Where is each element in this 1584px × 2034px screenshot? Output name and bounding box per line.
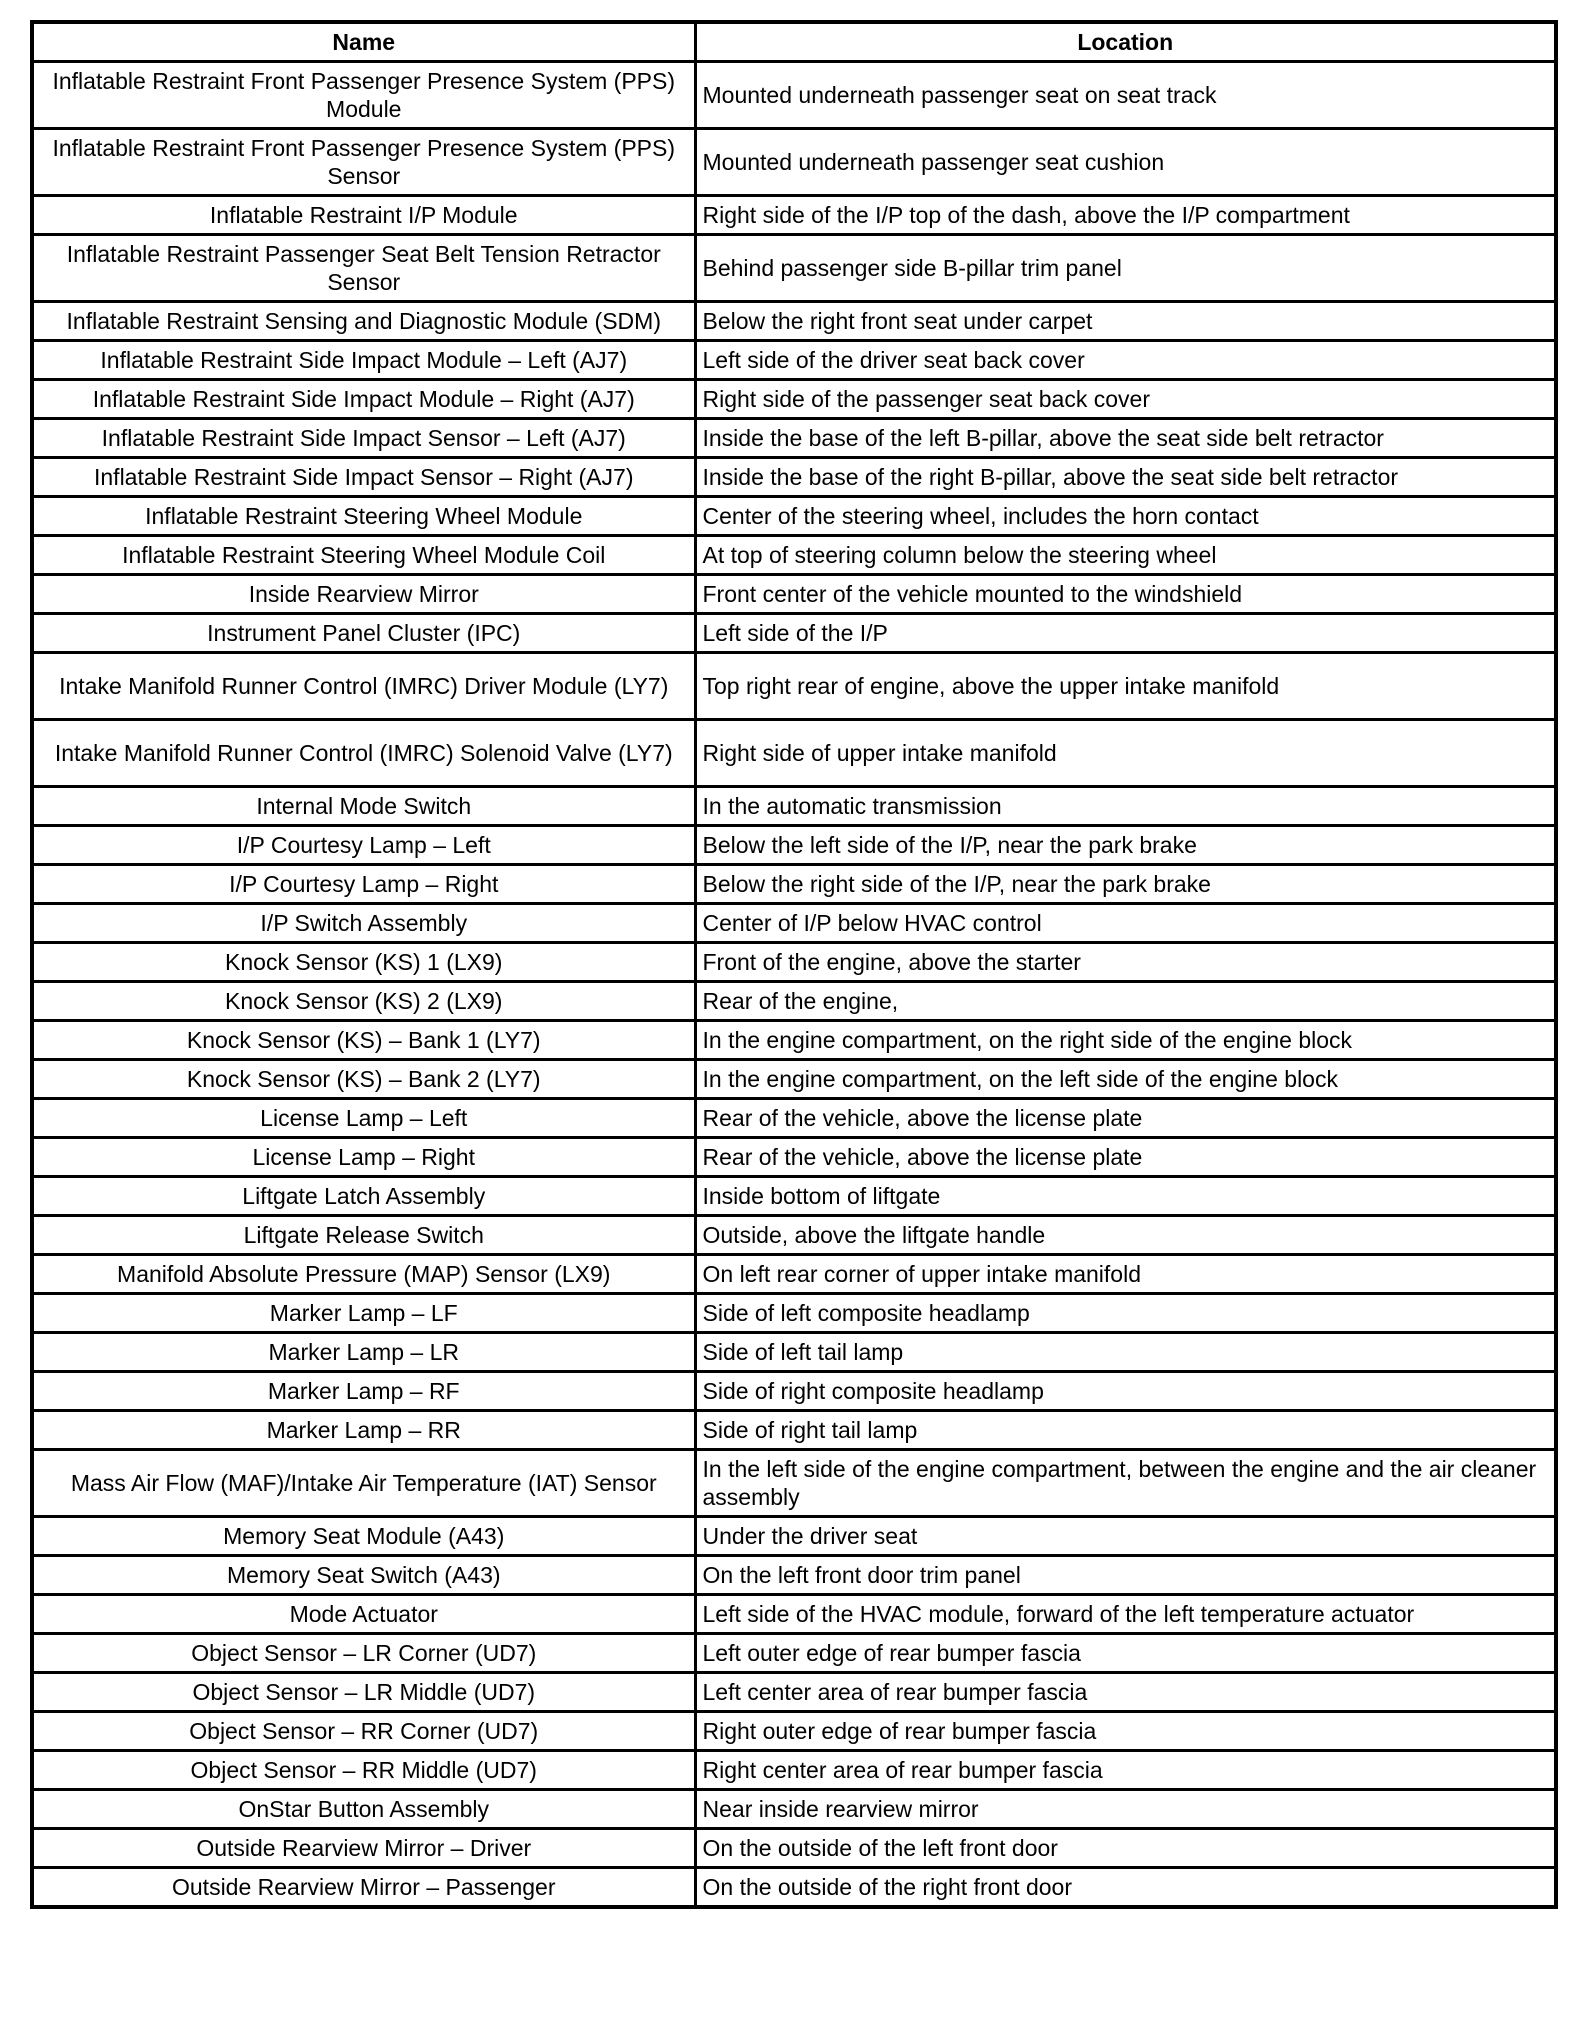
component-location-cell: Right side of the I/P top of the dash, above the I/P compartment bbox=[695, 196, 1556, 235]
component-location-cell: On the outside of the right front door bbox=[695, 1868, 1556, 1908]
component-name-cell: Mass Air Flow (MAF)/Intake Air Temperature (IAT) Sensor bbox=[32, 1450, 695, 1517]
table-row bbox=[32, 1099, 1556, 1138]
component-name-cell: Outside Rearview Mirror – Passenger bbox=[32, 1868, 695, 1908]
component-name-cell: Intake Manifold Runner Control (IMRC) Solenoid Valve (LY7) bbox=[32, 720, 695, 787]
component-name-cell: Liftgate Release Switch bbox=[32, 1216, 695, 1255]
component-name-cell: OnStar Button Assembly bbox=[32, 1790, 695, 1829]
component-location-cell: Side of right composite headlamp bbox=[695, 1372, 1556, 1411]
component-name-cell: Inflatable Restraint Side Impact Sensor – Right (AJ7) bbox=[32, 458, 695, 497]
component-name-cell: Memory Seat Module (A43) bbox=[32, 1517, 695, 1556]
table-row bbox=[32, 129, 1556, 196]
table-row bbox=[32, 235, 1556, 302]
component-name-cell: Manifold Absolute Pressure (MAP) Sensor (LX9) bbox=[32, 1255, 695, 1294]
component-name-cell: Mode Actuator bbox=[32, 1595, 695, 1634]
component-name-cell: Inflatable Restraint Front Passenger Presence System (PPS) Sensor bbox=[32, 129, 695, 196]
component-location-cell: Left side of the HVAC module, forward of the left temperature actuator bbox=[695, 1595, 1556, 1634]
component-location-cell: Right center area of rear bumper fascia bbox=[695, 1751, 1556, 1790]
component-name-cell: Marker Lamp – LF bbox=[32, 1294, 695, 1333]
component-location-cell: Right side of upper intake manifold bbox=[695, 720, 1556, 787]
component-location-cell: Near inside rearview mirror bbox=[695, 1790, 1556, 1829]
component-location-cell: Rear of the vehicle, above the license plate bbox=[695, 1099, 1556, 1138]
component-location-cell: Left side of the I/P bbox=[695, 614, 1556, 653]
column-header-location: Location bbox=[695, 22, 1556, 62]
component-location-table bbox=[30, 20, 1558, 1909]
component-location-cell: Mounted underneath passenger seat on seat track bbox=[695, 62, 1556, 129]
component-name-cell: Knock Sensor (KS) – Bank 2 (LY7) bbox=[32, 1060, 695, 1099]
component-name-cell: Marker Lamp – RF bbox=[32, 1372, 695, 1411]
table-row bbox=[32, 1411, 1556, 1450]
component-name-cell: Liftgate Latch Assembly bbox=[32, 1177, 695, 1216]
component-name-cell: Knock Sensor (KS) 1 (LX9) bbox=[32, 943, 695, 982]
table-row bbox=[32, 826, 1556, 865]
component-name-cell: I/P Switch Assembly bbox=[32, 904, 695, 943]
component-name-cell: Knock Sensor (KS) – Bank 1 (LY7) bbox=[32, 1021, 695, 1060]
component-location-cell: Side of left composite headlamp bbox=[695, 1294, 1556, 1333]
component-location-cell: Inside the base of the left B-pillar, above the seat side belt retractor bbox=[695, 419, 1556, 458]
component-name-cell: Instrument Panel Cluster (IPC) bbox=[32, 614, 695, 653]
table-row bbox=[32, 865, 1556, 904]
table-row bbox=[32, 62, 1556, 129]
component-location-cell: Outside, above the liftgate handle bbox=[695, 1216, 1556, 1255]
component-location-cell: Side of right tail lamp bbox=[695, 1411, 1556, 1450]
component-location-cell: Rear of the engine, bbox=[695, 982, 1556, 1021]
component-location-cell: Left center area of rear bumper fascia bbox=[695, 1673, 1556, 1712]
component-location-cell: On left rear corner of upper intake manifold bbox=[695, 1255, 1556, 1294]
table-row bbox=[32, 1517, 1556, 1556]
table-row bbox=[32, 1751, 1556, 1790]
component-name-cell: Intake Manifold Runner Control (IMRC) Driver Module (LY7) bbox=[32, 653, 695, 720]
component-location-cell: Below the right front seat under carpet bbox=[695, 302, 1556, 341]
table-row bbox=[32, 982, 1556, 1021]
table-row bbox=[32, 1177, 1556, 1216]
component-location-cell: Inside bottom of liftgate bbox=[695, 1177, 1556, 1216]
table-row bbox=[32, 196, 1556, 235]
table-row bbox=[32, 575, 1556, 614]
table-row bbox=[32, 614, 1556, 653]
table-row bbox=[32, 419, 1556, 458]
component-name-cell: Memory Seat Switch (A43) bbox=[32, 1556, 695, 1595]
component-location-cell: Left outer edge of rear bumper fascia bbox=[695, 1634, 1556, 1673]
component-name-cell: Object Sensor – RR Middle (UD7) bbox=[32, 1751, 695, 1790]
table-row bbox=[32, 380, 1556, 419]
component-locator-sheet bbox=[30, 20, 1554, 1909]
column-header-name: Name bbox=[32, 22, 695, 62]
table-row bbox=[32, 302, 1556, 341]
table-row bbox=[32, 1450, 1556, 1517]
component-name-cell: Object Sensor – RR Corner (UD7) bbox=[32, 1712, 695, 1751]
table-row bbox=[32, 1255, 1556, 1294]
table-row bbox=[32, 1021, 1556, 1060]
table-row bbox=[32, 943, 1556, 982]
component-location-cell: On the left front door trim panel bbox=[695, 1556, 1556, 1595]
component-location-cell: In the left side of the engine compartment, between the engine and the air cleaner assembly bbox=[695, 1450, 1556, 1517]
component-location-cell: Behind passenger side B-pillar trim panel bbox=[695, 235, 1556, 302]
component-location-cell: Center of the steering wheel, includes the horn contact bbox=[695, 497, 1556, 536]
component-location-cell: In the automatic transmission bbox=[695, 787, 1556, 826]
component-name-cell: Knock Sensor (KS) 2 (LX9) bbox=[32, 982, 695, 1021]
table-row bbox=[32, 787, 1556, 826]
component-location-cell: Below the left side of the I/P, near the park brake bbox=[695, 826, 1556, 865]
table-row bbox=[32, 1829, 1556, 1868]
component-location-cell: Side of left tail lamp bbox=[695, 1333, 1556, 1372]
component-name-cell: Internal Mode Switch bbox=[32, 787, 695, 826]
component-name-cell: Inflatable Restraint Steering Wheel Module Coil bbox=[32, 536, 695, 575]
table-row bbox=[32, 1556, 1556, 1595]
component-name-cell: Marker Lamp – LR bbox=[32, 1333, 695, 1372]
table-row bbox=[32, 1294, 1556, 1333]
component-location-cell: Inside the base of the right B-pillar, above the seat side belt retractor bbox=[695, 458, 1556, 497]
table-header-row bbox=[32, 22, 1556, 62]
table-row bbox=[32, 904, 1556, 943]
component-location-cell: Left side of the driver seat back cover bbox=[695, 341, 1556, 380]
component-name-cell: Object Sensor – LR Corner (UD7) bbox=[32, 1634, 695, 1673]
table-row bbox=[32, 536, 1556, 575]
component-name-cell: Inflatable Restraint Sensing and Diagnostic Module (SDM) bbox=[32, 302, 695, 341]
component-name-cell: Inflatable Restraint Side Impact Sensor – Left (AJ7) bbox=[32, 419, 695, 458]
component-name-cell: Inflatable Restraint Side Impact Module – Right (AJ7) bbox=[32, 380, 695, 419]
table-row bbox=[32, 1673, 1556, 1712]
table-row bbox=[32, 1712, 1556, 1751]
table-row bbox=[32, 497, 1556, 536]
component-name-cell: Inflatable Restraint I/P Module bbox=[32, 196, 695, 235]
table-row bbox=[32, 653, 1556, 720]
table-row bbox=[32, 1790, 1556, 1829]
table-row bbox=[32, 1138, 1556, 1177]
component-name-cell: Inflatable Restraint Steering Wheel Module bbox=[32, 497, 695, 536]
table-row bbox=[32, 1595, 1556, 1634]
component-name-cell: Marker Lamp – RR bbox=[32, 1411, 695, 1450]
component-location-cell: Right side of the passenger seat back cover bbox=[695, 380, 1556, 419]
component-name-cell: License Lamp – Left bbox=[32, 1099, 695, 1138]
component-location-cell: At top of steering column below the steering wheel bbox=[695, 536, 1556, 575]
component-location-cell: In the engine compartment, on the left side of the engine block bbox=[695, 1060, 1556, 1099]
table-row bbox=[32, 1634, 1556, 1673]
component-name-cell: Inflatable Restraint Passenger Seat Belt Tension Retractor Sensor bbox=[32, 235, 695, 302]
component-location-cell: Rear of the vehicle, above the license plate bbox=[695, 1138, 1556, 1177]
table-row bbox=[32, 458, 1556, 497]
component-name-cell: Inflatable Restraint Side Impact Module – Left (AJ7) bbox=[32, 341, 695, 380]
table-row bbox=[32, 1060, 1556, 1099]
component-location-cell: Below the right side of the I/P, near the park brake bbox=[695, 865, 1556, 904]
component-location-cell: Front center of the vehicle mounted to the windshield bbox=[695, 575, 1556, 614]
component-name-cell: I/P Courtesy Lamp – Left bbox=[32, 826, 695, 865]
table-row bbox=[32, 1868, 1556, 1908]
table-row bbox=[32, 1372, 1556, 1411]
component-location-cell: Top right rear of engine, above the upper intake manifold bbox=[695, 653, 1556, 720]
component-location-cell: Center of I/P below HVAC control bbox=[695, 904, 1556, 943]
component-name-cell: Object Sensor – LR Middle (UD7) bbox=[32, 1673, 695, 1712]
table-row bbox=[32, 1216, 1556, 1255]
table-row bbox=[32, 341, 1556, 380]
component-location-cell: Right outer edge of rear bumper fascia bbox=[695, 1712, 1556, 1751]
component-location-cell: Front of the engine, above the starter bbox=[695, 943, 1556, 982]
component-location-cell: In the engine compartment, on the right side of the engine block bbox=[695, 1021, 1556, 1060]
component-location-cell: On the outside of the left front door bbox=[695, 1829, 1556, 1868]
component-name-cell: Inside Rearview Mirror bbox=[32, 575, 695, 614]
component-location-cell: Mounted underneath passenger seat cushion bbox=[695, 129, 1556, 196]
component-name-cell: Inflatable Restraint Front Passenger Presence System (PPS) Module bbox=[32, 62, 695, 129]
component-name-cell: Outside Rearview Mirror – Driver bbox=[32, 1829, 695, 1868]
table-row bbox=[32, 1333, 1556, 1372]
table-row bbox=[32, 720, 1556, 787]
component-location-cell: Under the driver seat bbox=[695, 1517, 1556, 1556]
component-name-cell: License Lamp – Right bbox=[32, 1138, 695, 1177]
table-body bbox=[32, 62, 1556, 1908]
component-name-cell: I/P Courtesy Lamp – Right bbox=[32, 865, 695, 904]
